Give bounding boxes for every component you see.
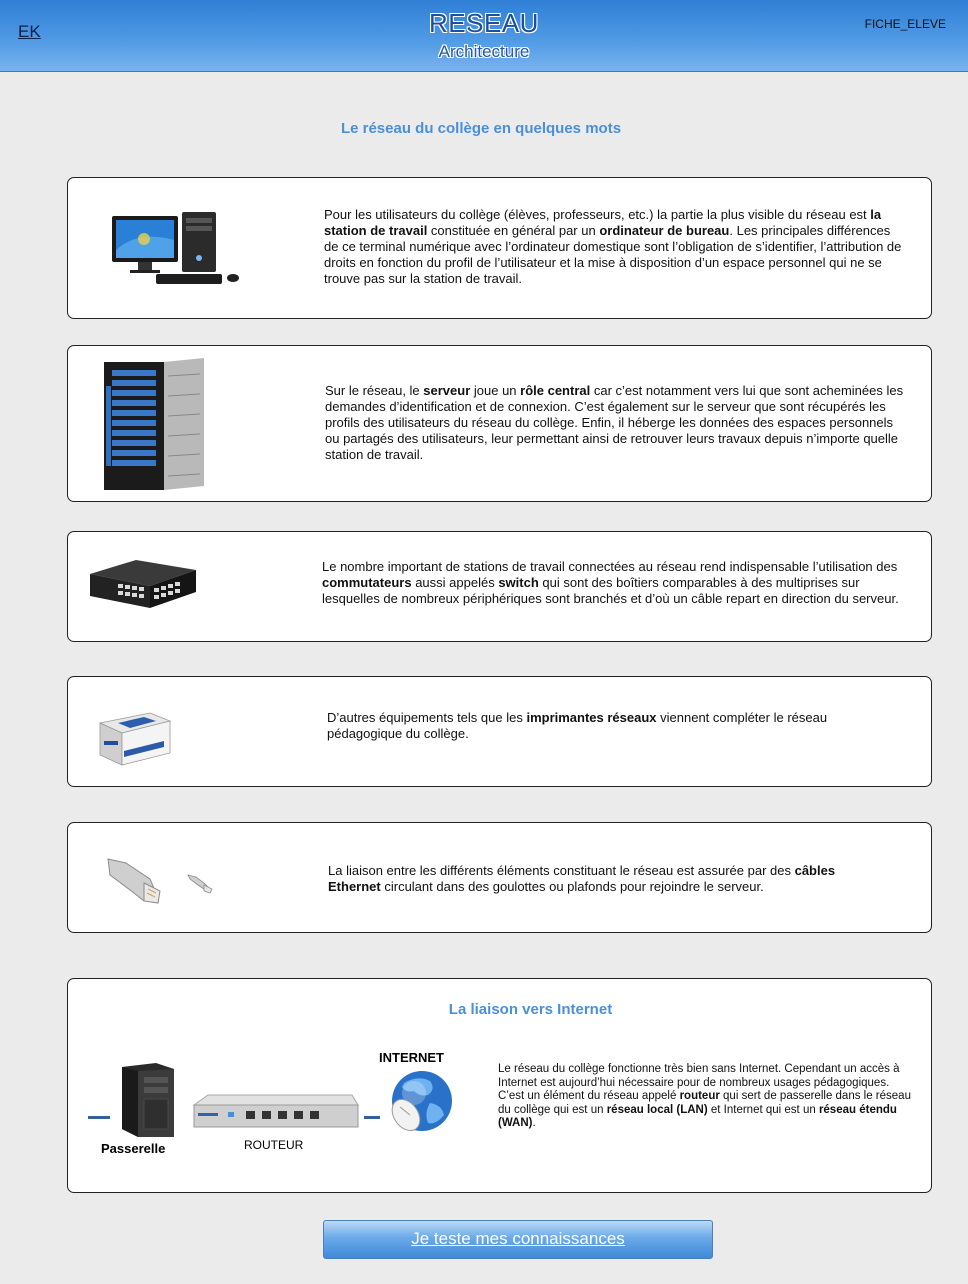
card-internet <box>67 978 932 1193</box>
bold-term: ordinateur de bureau <box>599 223 730 238</box>
network-switch-icon <box>86 556 201 616</box>
text-segment: aussi appelés <box>411 575 499 590</box>
bold-term: la station de travail <box>324 207 882 238</box>
text-segment: circulant dans des goulottes ou plafonds pour rejoindre le serveur. <box>380 879 764 894</box>
globe-mouse-icon <box>384 1067 454 1137</box>
bold-term: serveur <box>423 383 471 398</box>
ethernet-text <box>328 863 888 895</box>
internet-label: INTERNET <box>379 1050 444 1065</box>
text-segment: qui sont des boîtiers comparables à des multiprises sur lesquelles de nombreux périphériques sont branchés et d’où un câble repart en direction du serveur. <box>322 575 899 606</box>
bold-term: routeur <box>679 1090 720 1102</box>
text-segment: constituée en général par un <box>427 223 600 238</box>
card-workstation <box>67 177 932 319</box>
quiz-button[interactable]: Je teste mes connaissances <box>323 1220 713 1259</box>
text-segment: viennent compléter le réseau pédagogique du collège. <box>327 710 828 741</box>
ek-link[interactable]: EK <box>18 22 41 41</box>
text-segment: Le réseau du collège fonctionne très bien sans Internet. Cependant un accès à Internet est aujourd’hui nécessaire pour de nombreux usages pédagogiques. C’est un élément du réseau appelé <box>498 1063 900 1102</box>
server-text <box>325 383 905 463</box>
text-segment: qui sert de passerelle dans le réseau du collège qui est un <box>498 1090 911 1116</box>
text-segment: . <box>532 1117 536 1129</box>
page-title: RESEAU <box>429 8 539 38</box>
text-segment: et Internet qui est un <box>707 1103 819 1116</box>
text-segment: Le nombre important de stations de travail connectées au réseau rend indispensable l’utilisation des <box>322 559 898 574</box>
card-switch <box>67 531 932 642</box>
switch-text <box>322 559 907 607</box>
passerelle-label: Passerelle <box>101 1141 166 1156</box>
card-ethernet <box>67 822 932 933</box>
routeur-label: ROUTEUR <box>244 1138 304 1152</box>
card-printer <box>67 676 932 787</box>
bold-term: commutateurs <box>322 575 412 590</box>
header-bar <box>0 0 968 72</box>
internet-text <box>498 1063 918 1131</box>
card-server <box>67 345 932 502</box>
ethernet-cable-icon <box>104 853 224 913</box>
router-icon <box>190 1089 362 1139</box>
printer-text <box>327 710 887 742</box>
server-rack-icon <box>102 356 212 494</box>
bold-term: câbles Ethernet <box>328 863 836 894</box>
bold-term: rôle central <box>520 383 591 398</box>
bold-term: switch <box>498 575 539 590</box>
text-segment: La liaison entre les différents éléments constituant le réseau est assurée par des <box>328 863 795 878</box>
page-subtitle: Architecture <box>438 42 530 61</box>
text-segment: D’autres équipements tels que les <box>327 710 527 725</box>
section-title: Le réseau du collège en quelques mots <box>340 120 622 137</box>
network-printer-icon <box>94 707 174 769</box>
bold-term: imprimantes réseaux <box>526 710 657 725</box>
text-segment: joue un <box>470 383 521 398</box>
text-segment: Sur le réseau, le <box>325 383 424 398</box>
bold-term: réseau étendu (WAN) <box>498 1103 897 1129</box>
tower-computer-icon <box>116 1059 180 1139</box>
internet-section-title: La liaison vers Internet <box>448 1001 613 1018</box>
bold-term: réseau local (LAN) <box>606 1103 708 1116</box>
desktop-computer-icon <box>108 210 248 290</box>
text-segment: Pour les utilisateurs du collège (élèves, professeurs, etc.) la partie la plus visible du réseau est <box>324 207 871 222</box>
fiche-label: FICHE_ELEVE <box>864 17 946 31</box>
text-segment: car c’est notamment vers lui que sont acheminées les demandes d’identification et de connexion. C’est également sur le serveur que sont récupérés les profils des utilisateurs du réseau du collège. Enfin, il héberge les données des espaces personnels ou partagés des utilisateurs, leur permettant ainsi de retrouver leurs travaux depuis n’importe quelle station de travail. <box>325 383 904 462</box>
workstation-text <box>324 207 904 287</box>
connection-line-right <box>362 1116 382 1120</box>
text-segment: . Les principales différences de ce terminal numérique avec l’ordinateur domestique sont l’obligation de s’identifier, l’attribution de droits en fonction du profil de l’utilisateur et la mise à disposition d’un espace personnel qui ne se trouve pas sur la station de travail. <box>324 223 902 286</box>
